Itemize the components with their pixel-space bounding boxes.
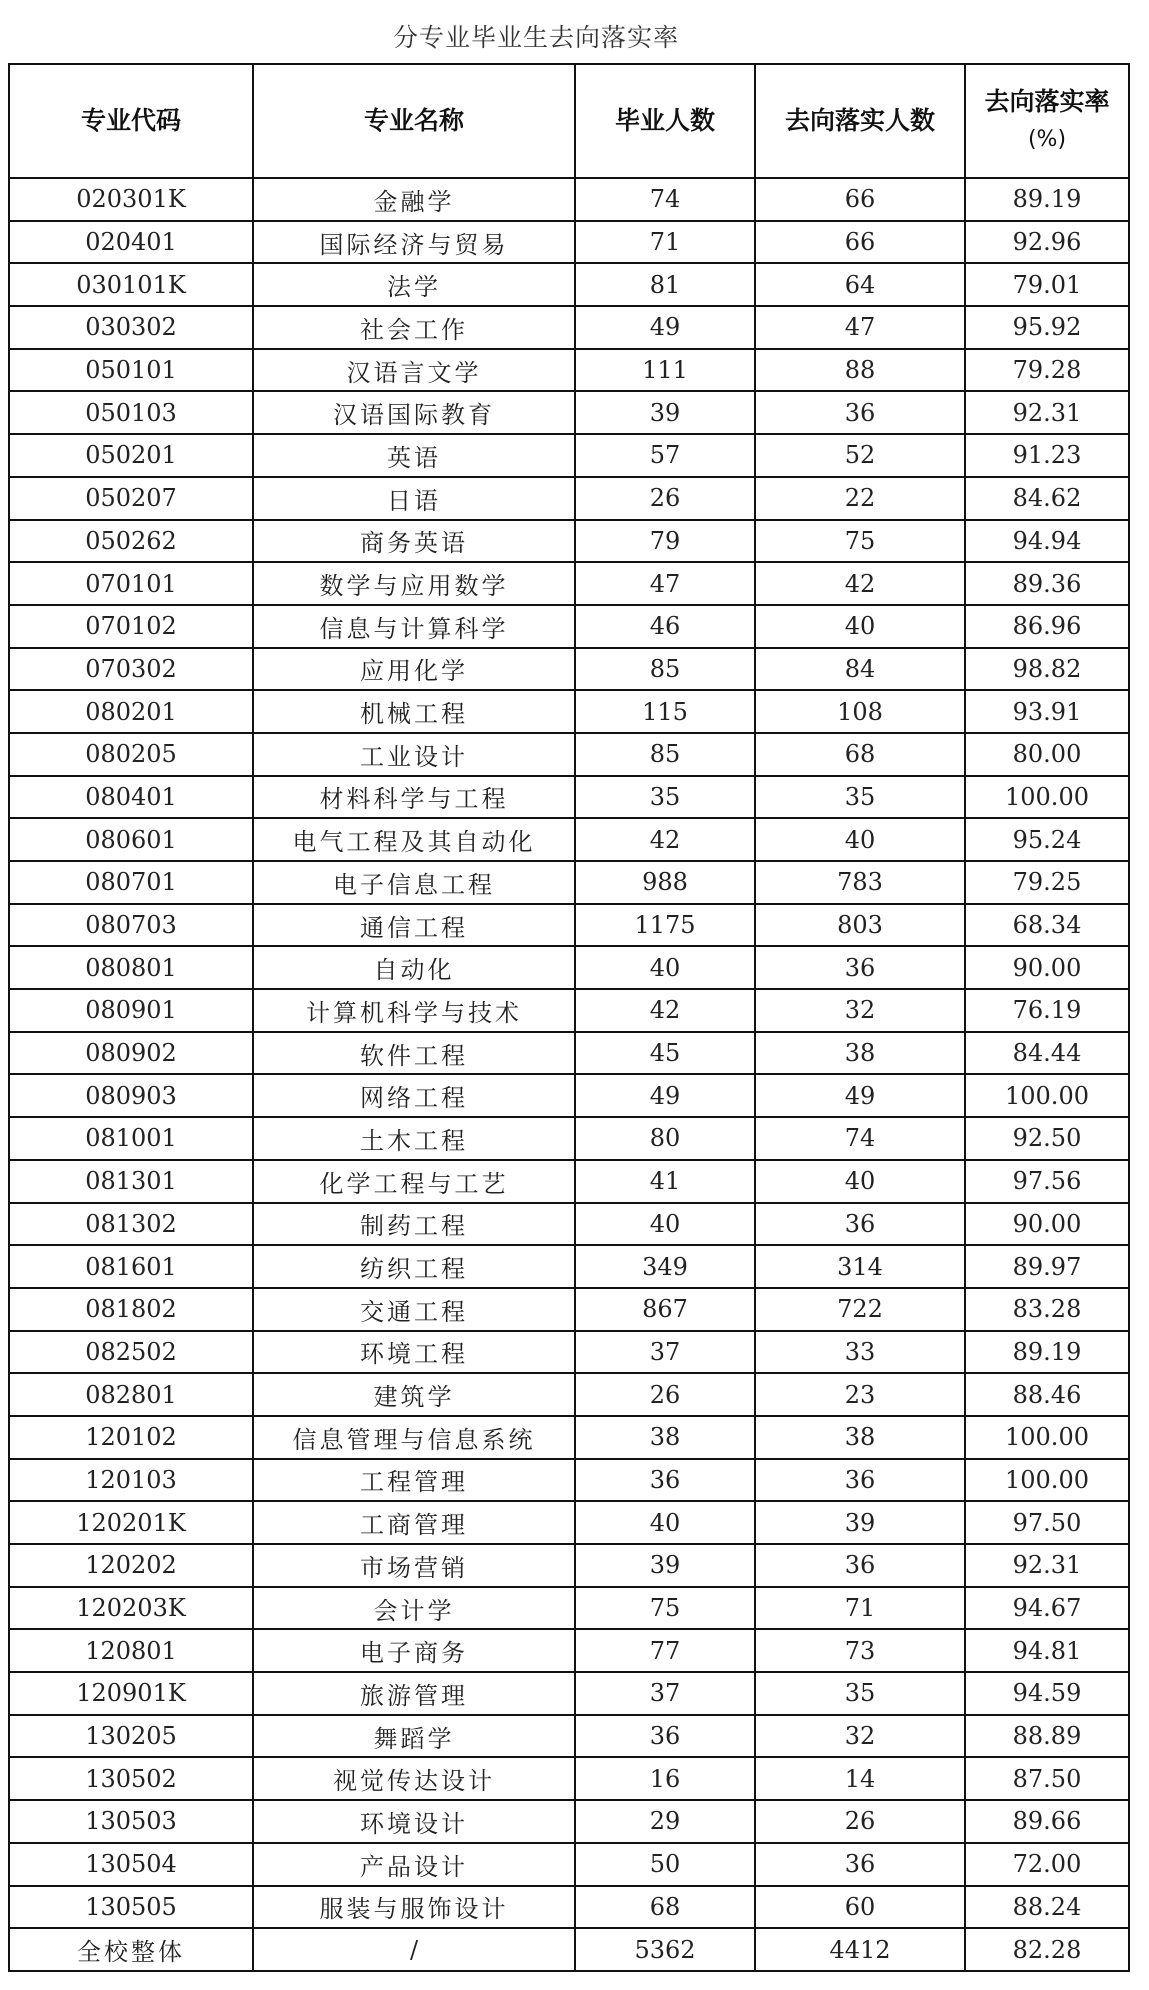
placed-cell: 74	[755, 1117, 965, 1160]
graduates-cell: 68	[575, 1886, 755, 1929]
major-code-cell: 081302	[9, 1203, 253, 1246]
placed-cell: 40	[755, 818, 965, 861]
table-row	[9, 1203, 1129, 1246]
major-code-cell: 050101	[9, 349, 253, 392]
table-row	[9, 221, 1129, 264]
major-name-cell: 计算机科学与技术	[253, 989, 575, 1032]
graduates-cell: 37	[575, 1331, 755, 1374]
rate-cell: 94.67	[965, 1587, 1129, 1630]
rate-cell: 89.97	[965, 1245, 1129, 1288]
table-row	[9, 1672, 1129, 1715]
major-name-cell: 国际经济与贸易	[253, 221, 575, 264]
major-name-cell: 环境工程	[253, 1331, 575, 1374]
major-code-cell: 050103	[9, 391, 253, 434]
rate-cell: 88.24	[965, 1886, 1129, 1929]
rate-cell: 92.50	[965, 1117, 1129, 1160]
major-name-cell: 工业设计	[253, 733, 575, 776]
rate-cell: 94.59	[965, 1672, 1129, 1715]
rate-cell: 95.92	[965, 306, 1129, 349]
total-major-name-cell: /	[253, 1928, 575, 1971]
rate-cell: 84.62	[965, 477, 1129, 520]
table-row	[9, 1160, 1129, 1203]
placed-cell: 36	[755, 1459, 965, 1502]
graduates-cell: 16	[575, 1757, 755, 1800]
rate-cell: 80.00	[965, 733, 1129, 776]
header-name: 专业名称	[253, 64, 575, 178]
placed-cell: 722	[755, 1288, 965, 1331]
major-name-cell: 汉语国际教育	[253, 391, 575, 434]
major-name-cell: 电子商务	[253, 1629, 575, 1672]
placed-cell: 39	[755, 1501, 965, 1544]
placed-cell: 35	[755, 1672, 965, 1715]
placed-cell: 108	[755, 690, 965, 733]
graduates-cell: 85	[575, 733, 755, 776]
header-placed: 去向落实人数	[755, 64, 965, 178]
table-row	[9, 306, 1129, 349]
major-code-cell: 130504	[9, 1843, 253, 1886]
graduates-cell: 71	[575, 221, 755, 264]
table-row	[9, 1587, 1129, 1630]
total-placed-cell: 4412	[755, 1928, 965, 1971]
placed-cell: 36	[755, 946, 965, 989]
placed-cell: 71	[755, 1587, 965, 1630]
table-row	[9, 776, 1129, 819]
major-name-cell: 会计学	[253, 1587, 575, 1630]
placed-cell: 66	[755, 221, 965, 264]
table-row	[9, 263, 1129, 306]
table-row	[9, 391, 1129, 434]
rate-cell: 86.96	[965, 605, 1129, 648]
graduates-cell: 50	[575, 1843, 755, 1886]
rate-cell: 97.56	[965, 1160, 1129, 1203]
rate-cell: 89.66	[965, 1800, 1129, 1843]
graduates-cell: 988	[575, 861, 755, 904]
major-name-cell: 土木工程	[253, 1117, 575, 1160]
table-row	[9, 1373, 1129, 1416]
major-code-cell: 080903	[9, 1074, 253, 1117]
major-code-cell: 081301	[9, 1160, 253, 1203]
table-row	[9, 1117, 1129, 1160]
major-code-cell: 081802	[9, 1288, 253, 1331]
placed-cell: 783	[755, 861, 965, 904]
graduates-cell: 57	[575, 434, 755, 477]
table-row	[9, 1800, 1129, 1843]
header-row	[9, 64, 1129, 178]
table-row	[9, 349, 1129, 392]
placed-cell: 35	[755, 776, 965, 819]
rate-cell: 100.00	[965, 1416, 1129, 1459]
table-row	[9, 1459, 1129, 1502]
major-name-cell: 软件工程	[253, 1032, 575, 1075]
major-code-cell: 030302	[9, 306, 253, 349]
placed-cell: 33	[755, 1331, 965, 1374]
placed-cell: 40	[755, 1160, 965, 1203]
major-name-cell: 自动化	[253, 946, 575, 989]
graduates-cell: 115	[575, 690, 755, 733]
graduates-cell: 36	[575, 1459, 755, 1502]
major-name-cell: 建筑学	[253, 1373, 575, 1416]
graduates-cell: 74	[575, 178, 755, 221]
header-rate-label: 去向落实率	[984, 87, 1110, 116]
placed-cell: 26	[755, 1800, 965, 1843]
header-graduates: 毕业人数	[575, 64, 755, 178]
placed-cell: 22	[755, 477, 965, 520]
graduates-cell: 49	[575, 1074, 755, 1117]
placed-cell: 52	[755, 434, 965, 477]
rate-cell: 98.82	[965, 648, 1129, 691]
major-code-cell: 120801	[9, 1629, 253, 1672]
major-code-cell: 120102	[9, 1416, 253, 1459]
rate-cell: 90.00	[965, 1203, 1129, 1246]
major-name-cell: 商务英语	[253, 520, 575, 563]
major-code-cell: 130205	[9, 1715, 253, 1758]
rate-cell: 87.50	[965, 1757, 1129, 1800]
table-row	[9, 1629, 1129, 1672]
major-code-cell: 120202	[9, 1544, 253, 1587]
major-name-cell: 视觉传达设计	[253, 1757, 575, 1800]
table-row	[9, 605, 1129, 648]
major-name-cell: 通信工程	[253, 904, 575, 947]
total-rate-cell: 82.28	[965, 1928, 1129, 1971]
placed-cell: 803	[755, 904, 965, 947]
page-title: 分专业毕业生去向落实率	[392, 23, 679, 52]
placed-cell: 32	[755, 989, 965, 1032]
major-code-cell: 080401	[9, 776, 253, 819]
graduates-cell: 35	[575, 776, 755, 819]
graduates-cell: 47	[575, 562, 755, 605]
graduates-cell: 1175	[575, 904, 755, 947]
placed-cell: 36	[755, 391, 965, 434]
table-row	[9, 1074, 1129, 1117]
placed-cell: 64	[755, 263, 965, 306]
graduates-cell: 29	[575, 1800, 755, 1843]
graduates-cell: 111	[575, 349, 755, 392]
total-row	[9, 1928, 1129, 1971]
graduates-cell: 40	[575, 1203, 755, 1246]
rate-cell: 100.00	[965, 776, 1129, 819]
major-code-cell: 120201K	[9, 1501, 253, 1544]
table-row	[9, 989, 1129, 1032]
major-name-cell: 交通工程	[253, 1288, 575, 1331]
table-row	[9, 904, 1129, 947]
graduates-cell: 39	[575, 391, 755, 434]
major-code-cell: 080201	[9, 690, 253, 733]
major-code-cell: 070102	[9, 605, 253, 648]
rate-cell: 76.19	[965, 989, 1129, 1032]
table-row	[9, 861, 1129, 904]
major-name-cell: 金融学	[253, 178, 575, 221]
table-row	[9, 178, 1129, 221]
graduates-cell: 39	[575, 1544, 755, 1587]
major-code-cell: 080701	[9, 861, 253, 904]
table-row	[9, 1032, 1129, 1075]
rate-cell: 88.46	[965, 1373, 1129, 1416]
table-row	[9, 1715, 1129, 1758]
rate-cell: 97.50	[965, 1501, 1129, 1544]
table-row	[9, 1544, 1129, 1587]
major-code-cell: 082502	[9, 1331, 253, 1374]
major-code-cell: 081601	[9, 1245, 253, 1288]
rate-cell: 89.19	[965, 1331, 1129, 1374]
table-row	[9, 1416, 1129, 1459]
major-name-cell: 化学工程与工艺	[253, 1160, 575, 1203]
placed-cell: 314	[755, 1245, 965, 1288]
major-code-cell: 080801	[9, 946, 253, 989]
major-code-cell: 080901	[9, 989, 253, 1032]
placed-cell: 23	[755, 1373, 965, 1416]
rate-cell: 100.00	[965, 1459, 1129, 1502]
major-code-cell: 080205	[9, 733, 253, 776]
rate-cell: 92.31	[965, 1544, 1129, 1587]
graduates-cell: 49	[575, 306, 755, 349]
graduates-cell: 80	[575, 1117, 755, 1160]
placed-cell: 42	[755, 562, 965, 605]
graduates-cell: 867	[575, 1288, 755, 1331]
rate-cell: 68.34	[965, 904, 1129, 947]
table-row	[9, 733, 1129, 776]
graduates-cell: 75	[575, 1587, 755, 1630]
graduates-cell: 46	[575, 605, 755, 648]
major-name-cell: 社会工作	[253, 306, 575, 349]
table-row	[9, 1757, 1129, 1800]
major-name-cell: 电气工程及其自动化	[253, 818, 575, 861]
rate-cell: 79.28	[965, 349, 1129, 392]
major-code-cell: 130502	[9, 1757, 253, 1800]
table-row	[9, 520, 1129, 563]
header-rate-unit: (%)	[1027, 127, 1067, 152]
major-name-cell: 数学与应用数学	[253, 562, 575, 605]
graduates-cell: 36	[575, 1715, 755, 1758]
major-name-cell: 日语	[253, 477, 575, 520]
placed-cell: 73	[755, 1629, 965, 1672]
table-row	[9, 1843, 1129, 1886]
placed-cell: 60	[755, 1886, 965, 1929]
major-code-cell: 082801	[9, 1373, 253, 1416]
major-code-cell: 130503	[9, 1800, 253, 1843]
major-code-cell: 080601	[9, 818, 253, 861]
rate-cell: 91.23	[965, 434, 1129, 477]
major-code-cell: 120203K	[9, 1587, 253, 1630]
major-name-cell: 环境设计	[253, 1800, 575, 1843]
major-name-cell: 信息与计算科学	[253, 605, 575, 648]
graduates-cell: 349	[575, 1245, 755, 1288]
graduates-cell: 77	[575, 1629, 755, 1672]
major-code-cell: 130505	[9, 1886, 253, 1929]
major-name-cell: 材料科学与工程	[253, 776, 575, 819]
rate-cell: 93.91	[965, 690, 1129, 733]
table-body	[9, 178, 1129, 1971]
table-row	[9, 1288, 1129, 1331]
placed-cell: 38	[755, 1032, 965, 1075]
table-row	[9, 1501, 1129, 1544]
rate-cell: 92.31	[965, 391, 1129, 434]
rate-cell: 94.94	[965, 520, 1129, 563]
major-name-cell: 纺织工程	[253, 1245, 575, 1288]
table-row	[9, 1245, 1129, 1288]
graduates-cell: 40	[575, 1501, 755, 1544]
placed-cell: 66	[755, 178, 965, 221]
placement-rate-table	[8, 63, 1130, 1972]
major-code-cell: 120901K	[9, 1672, 253, 1715]
major-name-cell: 信息管理与信息系统	[253, 1416, 575, 1459]
graduates-cell: 42	[575, 818, 755, 861]
placed-cell: 36	[755, 1203, 965, 1246]
major-name-cell: 服装与服饰设计	[253, 1886, 575, 1929]
graduates-cell: 42	[575, 989, 755, 1032]
major-code-cell: 081001	[9, 1117, 253, 1160]
placed-cell: 38	[755, 1416, 965, 1459]
placed-cell: 47	[755, 306, 965, 349]
rate-cell: 79.25	[965, 861, 1129, 904]
major-name-cell: 应用化学	[253, 648, 575, 691]
graduates-cell: 79	[575, 520, 755, 563]
major-code-cell: 050262	[9, 520, 253, 563]
rate-cell: 84.44	[965, 1032, 1129, 1075]
total-major-code-cell: 全校整体	[9, 1928, 253, 1971]
placed-cell: 49	[755, 1074, 965, 1117]
major-name-cell: 工商管理	[253, 1501, 575, 1544]
placed-cell: 32	[755, 1715, 965, 1758]
table-row	[9, 1886, 1129, 1929]
header-code: 专业代码	[9, 64, 253, 178]
major-name-cell: 工程管理	[253, 1459, 575, 1502]
major-name-cell: 制药工程	[253, 1203, 575, 1246]
table-row	[9, 562, 1129, 605]
major-name-cell: 法学	[253, 263, 575, 306]
graduates-cell: 40	[575, 946, 755, 989]
table-row	[9, 690, 1129, 733]
major-code-cell: 050201	[9, 434, 253, 477]
rate-cell: 95.24	[965, 818, 1129, 861]
table-row	[9, 648, 1129, 691]
rate-cell: 83.28	[965, 1288, 1129, 1331]
major-code-cell: 070101	[9, 562, 253, 605]
major-name-cell: 电子信息工程	[253, 861, 575, 904]
placed-cell: 36	[755, 1544, 965, 1587]
graduates-cell: 45	[575, 1032, 755, 1075]
major-name-cell: 汉语言文学	[253, 349, 575, 392]
table-row	[9, 818, 1129, 861]
major-name-cell: 网络工程	[253, 1074, 575, 1117]
placed-cell: 14	[755, 1757, 965, 1800]
graduates-cell: 85	[575, 648, 755, 691]
rate-cell: 79.01	[965, 263, 1129, 306]
major-name-cell: 英语	[253, 434, 575, 477]
major-code-cell: 070302	[9, 648, 253, 691]
graduates-cell: 26	[575, 477, 755, 520]
major-name-cell: 产品设计	[253, 1843, 575, 1886]
table-row	[9, 1331, 1129, 1374]
rate-cell: 89.19	[965, 178, 1129, 221]
placed-cell: 68	[755, 733, 965, 776]
placed-cell: 75	[755, 520, 965, 563]
rate-cell: 92.96	[965, 221, 1129, 264]
rate-cell: 100.00	[965, 1074, 1129, 1117]
graduates-cell: 81	[575, 263, 755, 306]
table-row	[9, 434, 1129, 477]
rate-cell: 94.81	[965, 1629, 1129, 1672]
rate-cell: 88.89	[965, 1715, 1129, 1758]
major-name-cell: 市场营销	[253, 1544, 575, 1587]
table-row	[9, 946, 1129, 989]
header-rate	[965, 64, 1129, 178]
major-code-cell: 050207	[9, 477, 253, 520]
graduates-cell: 37	[575, 1672, 755, 1715]
major-code-cell: 080703	[9, 904, 253, 947]
total-graduates-cell: 5362	[575, 1928, 755, 1971]
graduates-cell: 41	[575, 1160, 755, 1203]
graduates-cell: 38	[575, 1416, 755, 1459]
major-code-cell: 080902	[9, 1032, 253, 1075]
rate-cell: 90.00	[965, 946, 1129, 989]
table-row	[9, 477, 1129, 520]
major-code-cell: 020301K	[9, 178, 253, 221]
placed-cell: 88	[755, 349, 965, 392]
major-code-cell: 030101K	[9, 263, 253, 306]
major-name-cell: 旅游管理	[253, 1672, 575, 1715]
major-name-cell: 舞蹈学	[253, 1715, 575, 1758]
placed-cell: 36	[755, 1843, 965, 1886]
major-code-cell: 120103	[9, 1459, 253, 1502]
placed-cell: 40	[755, 605, 965, 648]
major-name-cell: 机械工程	[253, 690, 575, 733]
graduates-cell: 26	[575, 1373, 755, 1416]
rate-cell: 72.00	[965, 1843, 1129, 1886]
rate-cell: 89.36	[965, 562, 1129, 605]
placed-cell: 84	[755, 648, 965, 691]
major-code-cell: 020401	[9, 221, 253, 264]
